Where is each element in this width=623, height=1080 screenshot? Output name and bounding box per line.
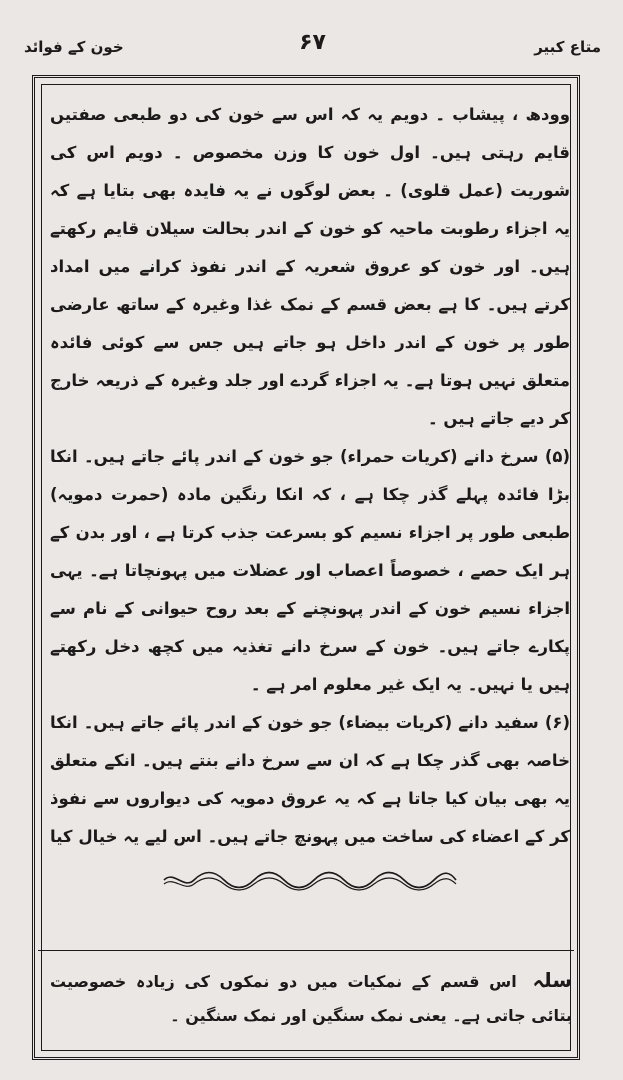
footnote-marker: سلہ [532, 968, 572, 992]
footnote-divider [38, 950, 574, 951]
footnote [50, 963, 572, 1033]
chapter-title: خون کے فوائد [24, 38, 124, 56]
page-number: ۶۷ [299, 30, 326, 55]
page-header [24, 30, 601, 70]
paragraph-salts: وودھ ، پیشاب ۔ دویم یہ کہ اس سے خون کی دو طبعی صفتیں قایم رہتی ہیں۔ اول خون کا وزن مخصوص ۔ دویم اس کی شوریت (عمل قلوی) ۔ بعض لوگوں نے یہ فایدہ بھی بتایا ہے کہ یہ اجزاء رطوبت ماحیہ کو خون کے اندر بحالت سیلان قایم رکھتے ہیں۔ اور خون کو عروق شعریہ کے اندر نفوذ کرانے میں امداد کرتے ہیں۔ کا ہے بعض قسم کے نمک غذا وغیرہ کے ساتھ عارضی طور پر خون کے اندر داخل ہو جاتے ہیں جس سے کوئی فائدہ متعلق نہیں ہوتا ہے۔ یہ اجزاء گردے اور جلد وغیرہ کے ذریعہ خارج کر دیے جاتے ہیں ۔ [50, 105, 570, 428]
ornament-divider-icon [160, 868, 460, 892]
footnote-text: اس قسم کے نمکیات میں دو نمکوں کی زیادہ خصوصیت بتائی جاتی ہے۔ یعنی نمک سنگین اور نمک سنگین ۔ [50, 972, 572, 1025]
body-text [50, 96, 570, 846]
paragraph-white-corpuscles: (۶) سفید دانے (کریات بیضاء) جو خون کے اندر پائے جاتے ہیں۔ انکا خاصہ بھی گذر چکا ہے کہ ان سے سرخ دانے بنتے ہیں۔ انکے متعلق یہ بھی بیان کیا جاتا ہے کہ یہ عروق دمویہ کی دیواروں سے نفوذ کر کے اعضاء کی ساخت میں پہونچ جاتے ہیں۔ اس لیے یہ خیال کیا [50, 713, 570, 846]
paragraph-red-corpuscles: (۵) سرخ دانے (کریات حمراء) جو خون کے اندر پائے جاتے ہیں۔ انکا بڑا فائدہ پہلے گذر چکا ہے ، کہ انکا رنگین مادہ (حمرت دمویہ) طبعی طور پر اجزاء نسیم کو بسرعت جذب کرتا ہے ، اور بدن کے ہر ایک حصے ، خصوصاً اعصاب اور عضلات میں پہونچاتا ہے۔ یہی اجزاء نسیم خون کے اندر پہونچنے کے بعد روح حیوانی کے نام سے پکارے جاتے ہیں۔ خون کے سرخ دانے تغذیہ میں کچھ دخل رکھتے ہیں یا نہیں۔ یہ ایک غیر معلوم امر ہے ۔ [50, 447, 570, 694]
book-title: متاع کبیر [534, 38, 601, 56]
